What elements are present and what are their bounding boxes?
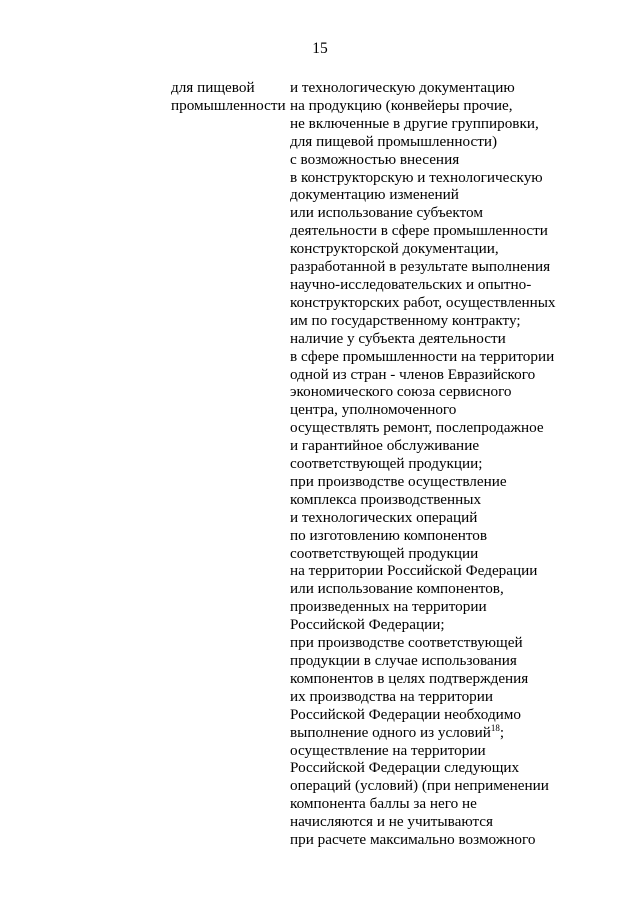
text-line: по изготовлению компонентов: [290, 526, 488, 544]
text-line: разработанной в результате выполнения: [290, 258, 551, 276]
page-number: 15: [312, 40, 328, 57]
text-line: деятельности в сфере промышленности: [290, 222, 548, 240]
text-line: произведенных на территории: [290, 598, 487, 616]
text-line: Российской Федерации;: [290, 616, 445, 634]
text-line: или использование субъектом: [290, 204, 483, 222]
footnote-reference[interactable]: 18: [490, 722, 500, 733]
text-line: компонентов в целях подтверждения: [290, 669, 529, 687]
text-line: или использование компонентов,: [290, 580, 504, 598]
text-line: для пищевой промышленности): [290, 132, 498, 150]
footnote-line-suffix: ;: [499, 723, 505, 741]
text-line: и технологических операций: [290, 508, 478, 526]
requirements-column: [290, 79, 580, 849]
text-line: осуществление на территории: [290, 741, 486, 759]
text-line: конструкторских работ, осуществленных: [290, 293, 556, 311]
text-line: в сфере промышленности на территории: [290, 347, 555, 365]
text-line: не включенные в другие группировки,: [290, 114, 539, 132]
text-line: одной из стран - членов Евразийского: [290, 365, 536, 383]
text-line: соответствующей продукции: [290, 544, 479, 562]
text-line: в конструкторскую и технологическую: [290, 168, 543, 186]
text-line: центра, уполномоченного: [290, 401, 457, 419]
text-line: документацию изменений: [290, 186, 459, 204]
text-line: им по государственному контракту;: [290, 311, 521, 329]
text-line: компонента баллы за него не: [290, 795, 477, 813]
category-line: для пищевой: [171, 79, 255, 96]
text-line: при расчете максимально возможного: [290, 831, 536, 849]
text-line: их производства на территории: [290, 687, 494, 705]
text-line: операций (условий) (при неприменении: [290, 777, 549, 795]
text-line: экономического союза сервисного: [290, 383, 512, 401]
text-line: с возможностью внесения: [290, 150, 460, 168]
text-line: научно-исследовательских и опытно-: [290, 275, 532, 293]
category-column: [171, 79, 289, 115]
text-line: наличие у субъекта деятельности: [290, 329, 506, 347]
text-line: начисляются и не учитываются: [290, 813, 494, 831]
text-line: на территории Российской Федерации: [290, 562, 538, 580]
category-line: промышленности: [171, 96, 286, 114]
text-line: осуществлять ремонт, послепродажное: [290, 419, 544, 437]
text-line: при производстве соответствующей: [290, 634, 523, 652]
text-line: и гарантийное обслуживание: [290, 437, 480, 455]
text-line: конструкторской документации,: [290, 240, 499, 258]
footnote-line-text: выполнение одного из условий: [290, 723, 491, 741]
text-line: соответствующей продукции;: [290, 455, 483, 473]
text-line: Российской Федерации необходимо: [290, 705, 522, 723]
text-line: при производстве осуществление: [290, 472, 507, 490]
footnote-text-line: [290, 724, 580, 742]
text-line: и технологическую документацию: [290, 79, 515, 96]
text-line: Российской Федерации следующих: [290, 759, 520, 777]
text-line: продукции в случае использования: [290, 652, 517, 669]
text-line: комплекса производственных: [290, 490, 482, 508]
text-line: на продукцию (конвейеры прочие,: [290, 96, 513, 114]
